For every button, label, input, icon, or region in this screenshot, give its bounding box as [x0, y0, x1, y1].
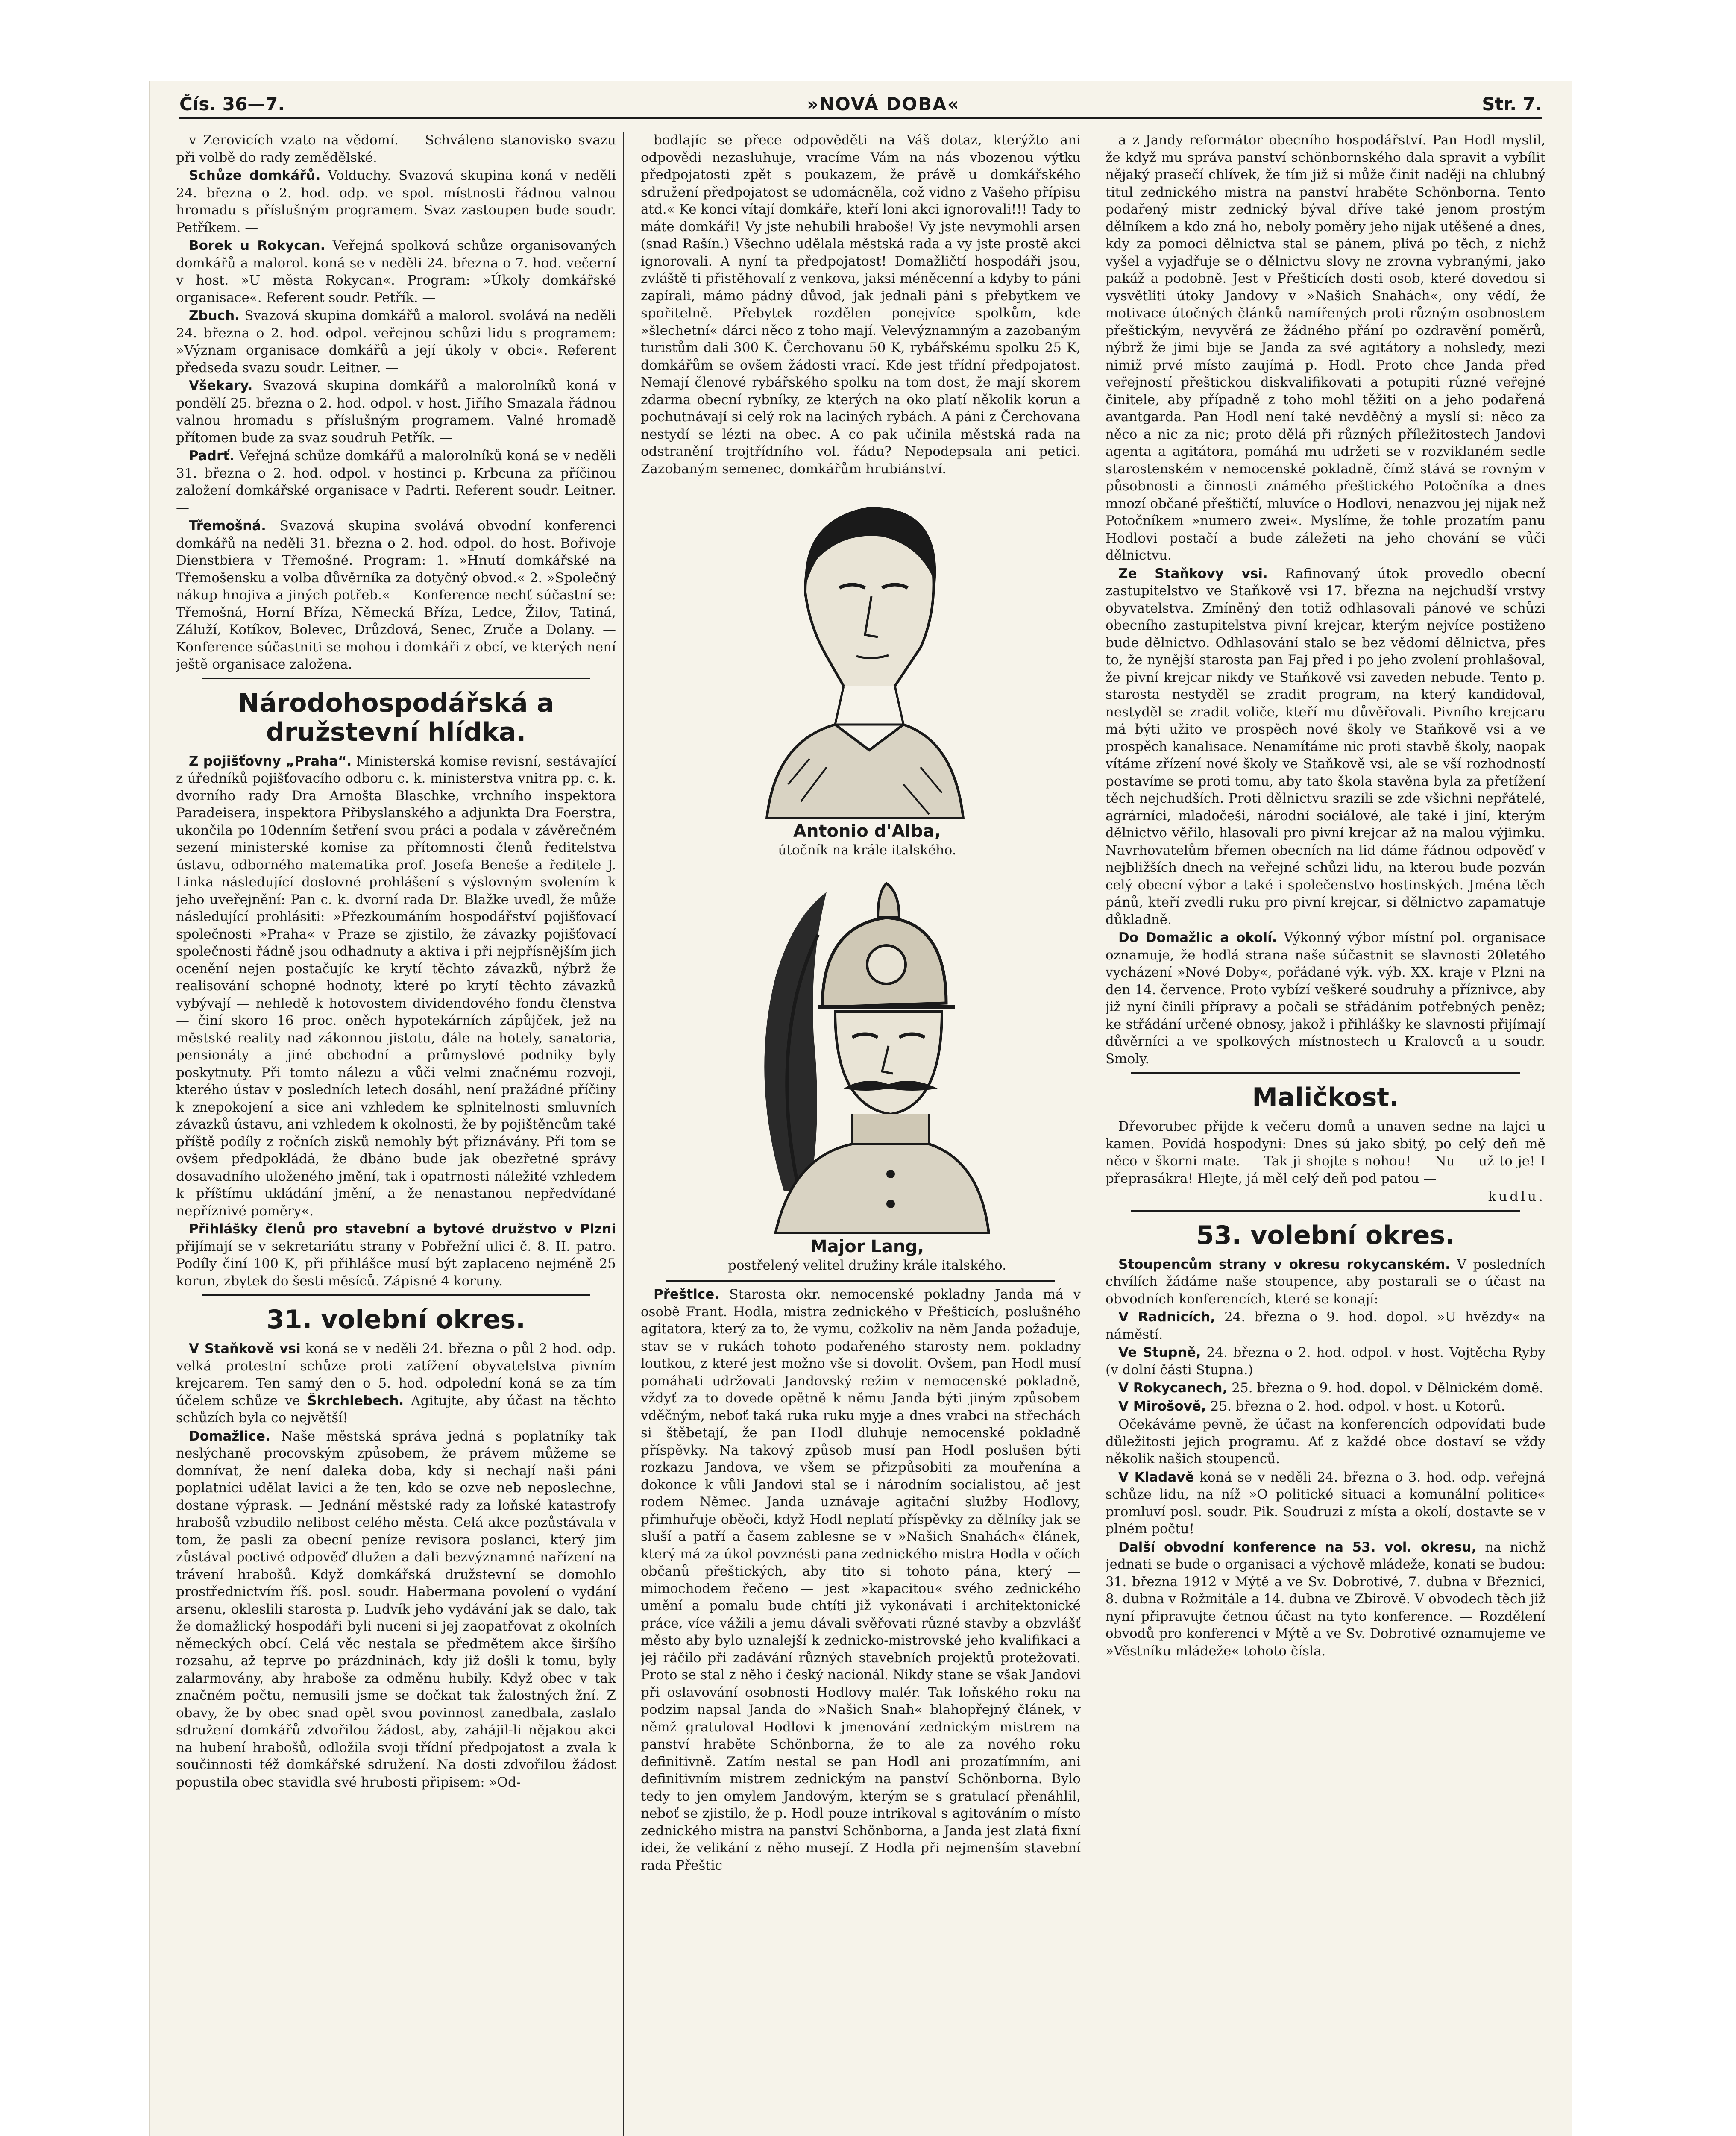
article-heading: Z pojišťovny „Praha“. — [189, 753, 352, 769]
article-paragraph: Přeštice. Starosta okr. nemocenské pokladny Janda má v osobě Frant. Hodla, mistra zednického v Přešticích, poslušného agitatora, který za to, že vymu, cožkoliv na něm Janda požaduje, stav se v rukách tohoto podařeného starosty nem. pokladny loutkou, z které jest možno vše si dovolit. Ovšem, pan Hodl musí pomáhati udržovati Jandovský režim v nemocenské pokladně, vždyť za to dovede opětně k němu Janda býti jiným způsobem vděčným, neboť taká ruka ruku myje a dnes vrabci na střechách si štěbetají, že pan Hodl dluhuje nemocenské pokladně příspěvky. Na takový způsob musí pan Hodl poslušen býti rozkazu Jandova, ve všem se přizpůsobiti za mouřenína a dokonce k vůli Jandovi stal se i národním socialistou, ač jest rodem Němec. Janda uznávaje agitační služby Hodlovy, přimhuřuje oběoči, když Hodl neplatí příspěvky za dělníky jak se sluší a patří a časem zablesne se v »Našich Snahách« článek, který má za úkol povznésti pana zednického mistra Hodla v očích občanů přeštických, aby tito si tohoto pána, který — mimochodem řečeno — jest »kapacitou« svého zednického umění a pomalu bude chtíti již vykonávati i architektonické práce, více vážili a jemu dávali svěřovati různé stavby a obzvlášť město aby bylo uznalejší k zednicko-mistrovské jeho kvalifikaci a jej ráčilo při zadávání různých stavebních projektů protežovati. Proto se stal z něho i český nacionál. Nikdy stane se však Jandovi při oslavování osobnosti Hodlovy malér. Tak loňského roku na podzim napsal Janda do »Našich Snah« blahopřejný článek, v němž gratuloval Hodlovi k jmenování zednickým mistrem na panství hraběte Schönborna, že to ale za nového roku definitivně. Zatím nestal se pan Hodl ani prozatímním, ani definitivním mistrem zednickým na panství Schönborna. Bylo tedy to jen omylem Jandovým, kterým se s gratulací přenáhlil, neboť se zjistilo, že p. Hodl pouze intrikoval s agitováním o místo zednického mistra na panství Schönborna, a Janda jest zlatá fixní idei, že velikání z něho musejí. Z Hodla při nejmenším stavební rada Přeštic — [641, 1287, 1081, 1873]
column-1 — [176, 132, 616, 2136]
page-header — [179, 89, 1542, 119]
divider — [202, 678, 590, 679]
column-divider — [623, 132, 624, 2136]
article-paragraph: Z pojišťovny „Praha“. Ministerská komise revisní, sestávající z úředníků pojišťovacího odboru c. k. ministerstva vnitra pp. c. k. dvorního rady Dra Arnošta Blaschke, vrchního inspektora Paradeisera, inspektora Přibyslanského a adjunkta Dra Foerstra, ukončila po 10denním šetření svou práci a podala v závěrečném sezení ministerské komise za přítomnosti členů ředitelstva ústavu, odborného matematika prof. Josefa Beneše a ředitele J. Linka následující doslovné prohlášení s výslovným svolením k jeho uveřejnění: Pan c. k. dvorní rada Dr. Blažke uvedl, že může následující prohlásiti: »Přezkoumáním hospodářství pojišťovací společnosti »Praha« v Praze se zjistilo, že závazky pojišťovací společnosti řádně jsou odhadnuty a aktiva i při nejpřísnějším jich ocenění nejen postačujíc ke krytí těchto závazků, nýbrž že realisování schopné hodnoty, které po krytí těchto závazků vybývají — nehledě k hotovostem dividendového fondu členstva — činí skoro 16 proc. oněch hypotekárních zápůjček, jež na městské reality nad zákonnou jistotu, dále na hotely, sanatoria, pensionáty a jiné obchodní a průmyslové podniky byly poskytnuty. Při tomto nálezu a vůči velmi značnému rozvoji, kterého ústav v posledních letech dosáhl, není pražádné příčiny k znepokojení a sice ani vzhledem ke splnitelnosti smluvních závazků ústavu, ani vzhledem k okolnosti, že by pojištěncům také příště podíly z ročních zisků nemohly být přiznávány. Při tom se ovšem předpokládá, že dbáno bude jak obezřetné správy dosavadního uloženého jmění, tak i opatrnosti náležité vzhledem k příštímu ukládání jmění, a že nenastanou nepředvídané nepříznivé poměry«. — [176, 753, 616, 1219]
article-heading: Stoupencům strany v okresu rokycanském. — [1118, 1256, 1450, 1272]
place-heading: V Rokycanech, — [1118, 1380, 1228, 1396]
article-paragraph: V Kladavě koná se v neděli 24. března o 3. hod. odp. veřejná schůze lidu, na níž »O politické situaci a komunální politice« promluví posl. soudr. Pik. Soudruzi z místa a okolí, dostavte se v plném počtu! — [1106, 1469, 1545, 1537]
column-2 — [641, 132, 1081, 2136]
article-paragraph: Ze Staňkovy vsi. Rafinovaný útok provedlo obecní zastupitelstvo ve Staňkově vsi 17. března na nejchudší vrstvy obyvatelstva. Zmíněný den totiž odhlasovali pánové ve schůzi obecního zastupitelstva pivní krejcar, kterým nejvíce postiženo bude dělnictvo. Odhlasování stalo se bez vědomí dělnictva, přes to, že nynější starosta pan Faj před i po jeho zvolení prohlašoval, že pivní krejcar nikdy ve Staňkově vsi zaveden nebude. Tento p. starosta nestyděl se zradit program, na který kandidoval, nestyděl se zradit voliče, kteří mu důvěřovali. Pivního krejcaru má býti užito ve prospěch nové školy ve Staňkově vsi a ve prospěch kanalisace. Nenamítáme nic proti stavbě školy, naopak vítáme zřízení nové školy ve Staňkově vsi, ale se vší rozhodností postavíme se proti tomu, aby tato škola stavěna byla za přetížení těch nejchudších. Proti dělnictvu srazili se zde všichni nepřátelé, agrárníci, mladočeši, národní sociálové, ale také i jiní, kterým dělnictvo věřilo, hlasovali pro pivní krejcar až na malou výjimku. Navrhovatelům břemen obecních na lid dáme řádnou odpověď v nejbližších dnech na veřejné schůzi lidu, na kterou bude pozván celý obecní výbor a také i společenstvo hostinských. Jména těch pánů, kteří zvedli ruku pro pivní krejcar, si dělnictvo zapamatuje důkladně. — [1106, 566, 1545, 927]
place-heading: Přeštice. — [654, 1287, 720, 1302]
article-paragraph: Do Domažlic a okolí. Výkonný výbor místní pol. organisace oznamuje, že hodlá strana naše súčastnit se slavnosti 20letého vycházení »Nové Doby«, pořádané výk. výb. XX. kraje v Plzni na den 14. července. Proto vybízí veškeré soudruhy a příznivce, aby již nyní činili přípravy a počali se střádáním potřebných peněz; ke střádání určené obnosy, jakož i přihlášky ke slavnosti přijímají důvěrníci a ve spolkových místnostech u Kralovců a u soudr. Smoly. — [1106, 930, 1545, 1067]
section-title: Národohospodářská a družstevní hlídka. — [238, 688, 554, 747]
place-heading: Zbuch. — [189, 308, 240, 323]
place-heading: Ve Stupně, — [1118, 1345, 1201, 1360]
portrait-antonio-dalba — [741, 485, 980, 819]
article-paragraph: Všekary. Svazová skupina domkářů a malorolníků koná v pondělí 25. března o 2. hod. odpol. v host. Jiřího Smazala řádnou valnou hromadu s příslušným programem. Valné hromadě přítomen bude za svaz soudruh Petřík. — — [176, 378, 616, 446]
article-paragraph: V Staňkově vsi koná se v neděli 24. března o půl 2 hod. odp. velká protestní schůze proti zatížení obyvatelstva pivním krejcarem. Ten samý den o 5. hod. odpolední koná se za tím účelem schůze ve Škrchlebech. Agitujte, aby účast na těchto schůzích byla co největší! — [176, 1341, 616, 1426]
section-title: 53. volební okres. — [1196, 1220, 1455, 1250]
section-title: Maličkost. — [1252, 1083, 1399, 1112]
place-heading: Padrť. — [189, 448, 235, 464]
portrait-caption-description: útočník na krále italského. — [778, 842, 956, 858]
article-text: Očekáváme pevně, že účast na konferencích odpovídati bude důležitosti jejich programu. Ať z každé obce dostaví se vždy několik našich stoupenců. — [1106, 1417, 1545, 1467]
conference-item: Ve Stupně, 24. března o 2. hod. odpol. v host. Vojtěcha Ryby (v dolní části Stupna.) — [1106, 1345, 1545, 1378]
portrait-caption-name: Antonio d'Alba, — [793, 822, 941, 841]
article-paragraph: Zbuch. Svazová skupina domkářů a malorol. svolává na neděli 24. března o 2. hod. odpol. veřejnou schůzi lidu s programem: »Význam organisace domkářů a její úkoly v obci«. Referent předseda svazu soudr. Leitner. — — [176, 308, 616, 376]
conference-item: V Rokycanech, 25. března o 9. hod. dopol. v Dělnickém domě. — [1118, 1380, 1544, 1396]
place-heading: Všekary. — [189, 378, 253, 393]
article-paragraph: Přihlášky členů pro stavební a bytové družstvo v Plzni přijímají se v sekretariátu strany v Pobřežní ulici č. 8. II. patro. Podíly činí 100 K, při přihlášce musí být zaplaceno nejméně 25 korun, zbytek do šesti měsíců. Zápisné 4 koruny. — [176, 1221, 616, 1289]
newspaper-title: »NOVÁ DOBA« — [806, 94, 960, 114]
place-heading: Škrchlebech. — [307, 1393, 404, 1408]
portrait-caption-name: Major Lang, — [810, 1237, 924, 1256]
article-paragraph: Stoupencům strany v okresu rokycanském. V posledních chvílích žádáme naše stoupence, aby postarali se o účast na obvodních konferencích, které se konají: — [1106, 1256, 1545, 1307]
article-heading: Další obvodní konference na 53. vol. okresu, — [1118, 1539, 1477, 1555]
issue-number: Čís. 36—7. — [179, 94, 285, 114]
place-heading: V Mirošově, — [1118, 1398, 1206, 1414]
article-paragraph: Domažlice. Naše městská správa jedná s poplatníky tak neslýchaně procovským způsobem, že právem můžeme se domnívat, že není daleka doba, kdy si nechají naši páni poplatníci udělat lavici a že ten, kdo se ozve neb neposlechne, dostane výprask. — Jednání městské rady za loňské katastrofy hrabošů vzbudilo nelibost celého města. Celá akce pozůstávala v tom, že pasli za obecní peníze revisora poslanci, který jim zůstával poctivé odpověď dlužen a dali bezvýznamné nařízení na trávení hrabošů. Když domkářská družstevní se domohlo prostřednictvím říš. posl. soudr. Habermana povolení o vydání arsenu, okleslili starosta p. Ludvík jeho vydávání jak se dalo, tak že domažlický hospodáři byli nuceni si jej zaopatřovat z okolních německých obcí. Celá věc nestala se předmětem akce širšího rozsahu, až teprve po prázdninách, kdy již došli k tomu, byly zalarmovány, aby hraboše za odměnu hubily. Když obec v tak značném počtu, nemusili jsme se dočkat tak žalostných žní. Z obavy, že by obec snad opět svou povinnost zanedbala, zaslalo sdružení domkářů zdvořilou žádost, aby, zahájil-li nějakou akci na hubení hrabošů, odložila svoji třídní předpojatost a zvala k součinnosti též domkářské sdružení. Na dosti zdvořilou žádost popustila obec stavidla své hrubosti připisem: »Od- — [176, 1428, 616, 1790]
place-heading: V Staňkově vsi — [189, 1341, 301, 1356]
divider — [666, 1280, 1055, 1282]
divider — [202, 1294, 590, 1296]
column-3 — [1106, 132, 1545, 2136]
section-heading: Schůze domkářů. — [189, 168, 321, 183]
conference-item: V Mirošově, 25. března o 2. hod. odpol. v host. u Kotorů. — [1118, 1398, 1505, 1414]
divider — [1131, 1210, 1520, 1212]
conference-item: V Radnicích, 24. března o 9. hod. dopol. »U hvězdy« na náměstí. — [1106, 1309, 1545, 1342]
portrait-major-lang — [724, 866, 997, 1234]
article-heading: Přihlášky členů pro stavební a bytové družstvo v Plzni — [189, 1221, 616, 1237]
place-heading: Domažlice. — [189, 1428, 270, 1444]
page-number: Str. 7. — [1482, 94, 1542, 114]
article-paragraph: Borek u Rokycan. Veřejná spolková schůze organisovaných domkářů a malorol. koná se v neděli 24. března o 7. hod. večerní v host. »U města Rokycan«. Program: »Úkoly domkářské organisace«. Referent soudr. Petřík. — — [176, 238, 616, 305]
article-paragraph: Další obvodní konference na 53. vol. okresu, na nichž jednati se bude o organisaci a výchově mládeže, konati se budou: 31. března 1912 v Mýtě a ve Sv. Dobrotivé, 7. dubna v Březnici, 8. dubna v Rožmitále a 14. dubna ve Zbirově. V obvodech těch již nyní připravujte četnou účast na tyto konference. — Rozdělení obvodů pro konferenci v Mýtě a ve Sv. Dobrotivé oznamujeme ve »Věstníku mládeže« tohoto čísla. — [1106, 1539, 1545, 1659]
section-title: 31. volební okres. — [267, 1305, 525, 1335]
newspaper-page — [150, 81, 1572, 2136]
article-text: a z Jandy reformátor obecního hospodářství. Pan Hodl myslil, že když mu správa panství schönbornského dala spravit a vybílit nějaký prasečí chlívek, že tím již si může činit naději na chlubný titul zednického mistra na panství hraběte Schönborna. Tento podařený mistr zednický býval dříve také jenom prostým dělníkem a kdo zná ho, neboly poměry jeho nijak utěšené a dnes, kdy za pomoci dělnictva stal se pánem, plivá po těch, z nichž vyšel a vyjadřuje se o dělnictvu slovy ne zrovna vybranými, jako pakáž a podobně. Jest v Přešticích dosti osob, které dovedou si vysvětliti útoky Jandovy v »Našich Snahách«, ony vědí, že motivace útočných článků namířených proti různým osobnostem přeštickým, nevyvěrá ze žádného přání po ozdravění poměrů, nýbrž že jimi bije se Janda za své agitátory a nohsledy, mezi nimiž prvé místo zaujímá p. Hodl. Proto chce Janda před veřejností přeštickou diskvalifikovati a potupiti různé veřejné činitele, aby případně z toho mohl těžiti on a jeho podařená avantgarda. Pan Hodl není také nevděčný a myslí si: něco za něco a nic za nic; proto dělá při různých příležitostech Jandovi agenta a agitátora, pomáhá mu udržeti se v rozviklaném sedle starostenském v nemocenské pokladně, čímž stává se rovným v působnosti a činnosti známého přeštického Potočníka a dnes mnozí občané přeštičtí, mluvíce o Hodlovi, nenazvou jej nijak než Potočníkem »numero zwei«. Myslíme, že tohle prozatím panu Hodlovi postačí a bude záležeti na jeho chování se vůči dělnictvu. — [1106, 132, 1545, 563]
article-text: v Zerovicích vzato na vědomí. — Schváleno stanovisko svazu při volbě do rady zemědělské. — [176, 132, 616, 165]
place-heading: Do Domažlic a okolí. — [1118, 930, 1277, 945]
article-text: bodlajíc se přece odpověděti na Váš dotaz, kterýžto ani odpovědi nezasluhuje, vracíme Vám na nás vbozenou výtku předpojatosti zpět s poukazem, že právě u domkářského sdružení předpojatost se udomácněla, což vidno z Vašeho přípisu atd.« Ke konci vítají domkáře, kteří loni akci ignorovali!!! Tady to máte domkáři! Vy jste nehubili hraboše! Vy jste nevymohli arsen (snad Rašín.) Všechno udělala městská rada a vy jste prostě akci ignorovali. A nyní ta předpojatost! Domažličtí hospodáři jsou, zvláště ti přistěhovalí z venkova, jaksi méněcenní a kdyby to páni zapírali, mámo pádný důvod, jak jednali páni s přebytkem ve spořitelně. Přebytek rozdělen ponejvíce spolkům, kde »šlechetní« dárci něco z toho mají. Velevýznamným a zazobaným turistům dali 300 K. Čerchovanu 50 K, rybářskému spolku 25 K, domkářům se ovšem žádosti vrací. Kde jest třídní předpojatost. Nemají členové rybářského spolku na tom dost, že mají skorem zdarma obecní rybníky, ze kterých na oko platí několik korun a pochutnávají si celý rok na laciných rybách. A páni z Čerchovana nestydí se lézti na obec. A co pak učinila městská rada na odstranění trojtřídního vol. řádu? Nepodepsala ani petici. Zazobaným semenec, domkářům hrubiánství. — [641, 132, 1081, 477]
divider — [1131, 1072, 1520, 1074]
place-heading: Borek u Rokycan. — [189, 238, 326, 253]
place-heading: Třemošná. — [189, 518, 266, 534]
anecdote-text: Dřevorubec přijde k večeru domů a unaven sedne na lajci u kamen. Povídá hospodyni: Dnes sú jako sbitý, po celý deň mě něco v škorni mate. — Tak ji shojte s nohou! — Nu — už to je! I přeprasákra! Hlejte, já měl celý deň pod patou — — [1106, 1119, 1545, 1186]
place-heading: Ze Staňkovy vsi. — [1118, 566, 1268, 581]
portrait-caption-description: postřelený velitel družiny krále italského. — [727, 1258, 1007, 1273]
place-heading: V Radnicích, — [1118, 1309, 1215, 1325]
article-paragraph: Padrť. Veřejná schůze domkářů a malorolníků koná se v neděli 31. března o 2. hod. odpol. v hostinci p. Krbcuna za příčinou založení domkářské organisace v Padrti. Referent soudr. Leitner. — — [176, 448, 616, 516]
article-paragraph: Schůze domkářů. Volduchy. Svazová skupina koná v neděli 24. března o 2. hod. odp. ve spol. místnosti řádnou valnou hromadu s příslušným programem. Svaz zastoupen bude soudr. Petříkem. — — [176, 168, 616, 235]
anecdote-ending: kudlu. — [1488, 1189, 1545, 1204]
article-paragraph: Třemošná. Svazová skupina svolává obvodní konferenci domkářů na neděli 31. března o 2. hod. odpol. do host. Bořivoje Dienstbiera v Třemošné. Program: 1. »Hnutí domkářské na Třemošensku a volba důvěrníka za dotyčný obvod.« 2. »Společný nákup hnojiva a jiných potřeb.« — Konference nechť súčastní se: Třemošná, Horní Bříza, Německá Bříza, Ledce, Žilov, Tatiná, Záluží, Kotíkov, Bolevec, Drůzdová, Senec, Zruče a Dolany. — Konference súčastniti se mohou i domkáři z obcí, ve kterých není ještě organisace založena. — [176, 518, 616, 672]
place-heading: V Kladavě — [1118, 1469, 1194, 1485]
